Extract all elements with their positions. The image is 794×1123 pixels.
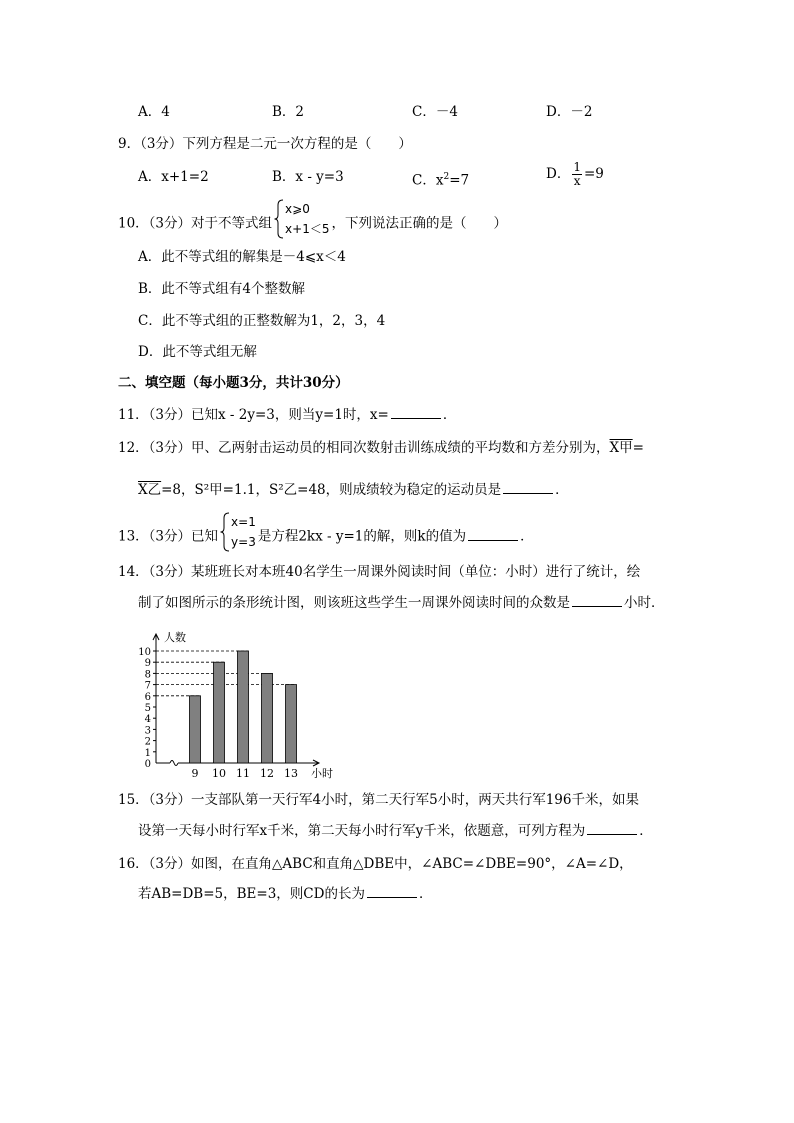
- answer-blank[interactable]: [503, 481, 553, 494]
- q8-option-a: A．4: [138, 104, 170, 120]
- q8-option-b: B．2: [272, 104, 305, 120]
- q10-option-d: D．此不等式组无解: [138, 344, 257, 360]
- q10-option-c: C．此不等式组的正整数解为1，2，3，4: [138, 313, 386, 329]
- q14-line1: 14．（3分）某班班长对本班40名学生一周课外阅读时间（单位：小时）进行了统计，绘: [118, 564, 641, 580]
- q16-line2: 若AB=DB=5，BE=3，则CD的长为 ．: [138, 886, 433, 902]
- x-tick-label: 12: [260, 767, 274, 780]
- q9-option-d: D． $\frac{1}{x}$ =9: [546, 160, 604, 188]
- bar-chart: [140, 618, 340, 778]
- bar: [286, 685, 297, 763]
- x-axis-label: 小时: [311, 767, 333, 780]
- inequality-system: x⩾0 x+1＜5: [274, 199, 329, 249]
- q10-option-a: A．此不等式组的解集是－4⩽x＜4: [138, 249, 346, 265]
- y-tick-label: 10: [138, 647, 151, 658]
- q9-option-b: B．x - y=3: [272, 169, 344, 185]
- y-tick-label: 9: [144, 658, 151, 670]
- q16-line1: 16．（3分）如图，在直角△ABC和直角△DBE中，∠ABC=∠DBE=90°，∠A=∠D，: [118, 856, 633, 872]
- x-tick-label: 11: [236, 767, 250, 780]
- q9-stem: 9．（3分）下列方程是二元一次方程的是（ ）: [118, 136, 412, 152]
- y-tick-label: 5: [144, 703, 151, 714]
- y-tick-label: 0: [144, 759, 151, 770]
- y-tick-label: 1: [144, 747, 151, 759]
- q15-line2: 设第一天每小时行军x千米，第二天每小时行军y千米，依题意，可列方程为 ．: [138, 823, 653, 839]
- y-tick-label: 4: [144, 714, 151, 726]
- bar: [238, 651, 249, 763]
- x-tick-label: 13: [284, 767, 298, 780]
- q12-line2: X乙=8，S²甲=1.1，S²乙=48，则成绩较为稳定的运动员是 ．: [138, 482, 569, 498]
- y-tick-label: 2: [144, 736, 151, 748]
- bar: [214, 662, 225, 763]
- answer-blank[interactable]: [367, 885, 417, 898]
- answer-blank[interactable]: [587, 822, 637, 835]
- q10-stem: 10．（3分）对于不等式组 x⩾0 x+1＜5 ，下列说法正确的是（ ）: [118, 199, 507, 249]
- y-tick-label: 7: [144, 680, 151, 692]
- answer-blank[interactable]: [391, 406, 441, 419]
- y-axis-label: 人数: [164, 631, 186, 644]
- q9-option-c: C．$x^2=7$: [412, 172, 470, 189]
- answer-blank[interactable]: [468, 528, 518, 541]
- y-tick-label: 6: [144, 691, 151, 703]
- x-tick-label: 9: [191, 767, 199, 780]
- bar: [262, 673, 273, 763]
- q8-option-d: D．－2: [546, 104, 593, 120]
- y-tick-label: 8: [144, 669, 151, 681]
- x-tick-label: 10: [212, 767, 226, 780]
- axis-break: [170, 761, 178, 766]
- bar: [190, 696, 201, 763]
- section-heading: 二、填空题（每小题3分，共计30分）: [118, 375, 349, 391]
- q9-option-a: A．x+1=2: [138, 169, 209, 185]
- q11: 11．（3分）已知x - 2y=3，则当y=1时，x= ．: [118, 407, 457, 423]
- y-tick-label: 3: [144, 725, 151, 737]
- answer-blank[interactable]: [572, 594, 622, 607]
- q14-line2: 制了如图所示的条形统计图，则该班这些学生一周课外阅读时间的众数是 小时．: [138, 595, 665, 611]
- q15-line1: 15．（3分）一支部队第一天行军4小时，第二天行军5小时，两天共行军196千米，如果: [118, 792, 639, 808]
- q10-option-b: B．此不等式组有4个整数解: [138, 281, 306, 297]
- q12-line1: 12．（3分）甲、乙两射击运动员的相同次数射击训练成绩的平均数和方差分别为，X甲=: [118, 440, 644, 456]
- equation-system: x=1 y=3: [220, 512, 256, 562]
- q13: 13．（3分）已知 x=1 y=3 是方程2kx - y=1的解，则k的值为 ．: [118, 512, 534, 562]
- fraction: $\frac{1}{x}$: [573, 160, 581, 188]
- q8-option-c: C．－4: [412, 104, 458, 120]
